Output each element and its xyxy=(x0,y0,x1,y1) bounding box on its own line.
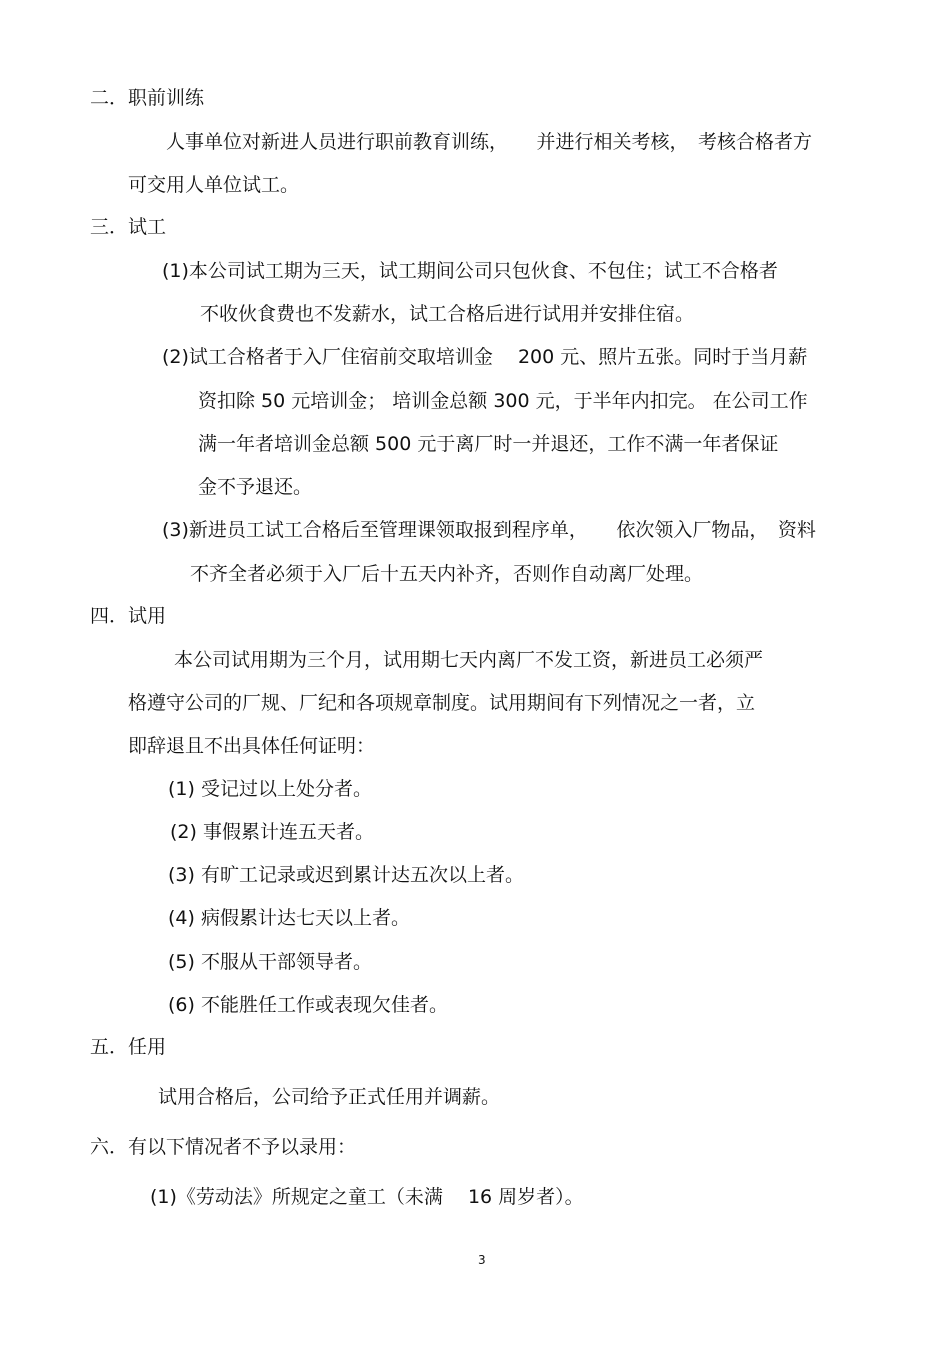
list-item-line: 不齐全者必须于入厂后十五天内补齐，否则作自动离厂处理。 xyxy=(190,563,704,585)
list-item-line: 不收伙食费也不发薪水，试工合格后进行试用并安排住宿。 xyxy=(200,303,695,325)
list-item-line: 金不予退还。 xyxy=(198,476,313,498)
section-heading: 二．职前训练 xyxy=(90,87,205,109)
list-item: (6) 不能胜任工作或表现欠佳者。 xyxy=(168,994,448,1016)
list-item: (1) 受记过以上处分者。 xyxy=(168,778,372,800)
section-heading: 三．试工 xyxy=(90,216,167,238)
list-item-line: 资扣除 50 元培训金； 培训金总额 300 元，于半年内扣完。 在公司工作 xyxy=(198,390,808,412)
paragraph-line: 试用合格后，公司给予正式任用并调薪。 xyxy=(158,1086,501,1108)
paragraph-line: 即辞退且不出具体任何证明： xyxy=(128,735,376,757)
list-item-line: 满一年者培训金总额 500 元于离厂时一并退还，工作不满一年者保证 xyxy=(198,433,779,455)
list-item-line: (1)本公司试工期为三天，试工期间公司只包伙食、不包住；试工不合格者 xyxy=(162,260,778,282)
page-number: 3 xyxy=(478,1253,486,1267)
section-heading: 四．试用 xyxy=(90,605,167,627)
section-heading: 六．有以下情况者不予以录用： xyxy=(90,1136,357,1158)
section-heading: 五．任用 xyxy=(90,1036,167,1058)
list-item: (4) 病假累计达七天以上者。 xyxy=(168,907,410,929)
list-item: (2) 事假累计连五天者。 xyxy=(170,821,374,843)
list-item-line: (3)新进员工试工合格后至管理课领取报到程序单， 依次领入厂物品， 资料 xyxy=(162,519,816,541)
paragraph-line: 可交用人单位试工。 xyxy=(128,174,300,196)
paragraph-line: 格遵守公司的厂规、厂纪和各项规章制度。试用期间有下列情况之一者，立 xyxy=(128,692,756,714)
paragraph-line: 本公司试用期为三个月，试用期七天内离厂不发工资，新进员工必须严 xyxy=(174,649,764,671)
list-item: (5) 不服从干部领导者。 xyxy=(168,951,372,973)
list-item-line: (2)试工合格者于入厂住宿前交取培训金 200 元、照片五张。同时于当月薪 xyxy=(162,346,808,368)
list-item: (3) 有旷工记录或迟到累计达五次以上者。 xyxy=(168,864,524,886)
paragraph-line: 人事单位对新进人员进行职前教育训练， 并进行相关考核， 考核合格者方 xyxy=(166,131,813,153)
list-item: (1)《劳动法》所规定之童工（未满 16 周岁者）。 xyxy=(150,1186,584,1208)
